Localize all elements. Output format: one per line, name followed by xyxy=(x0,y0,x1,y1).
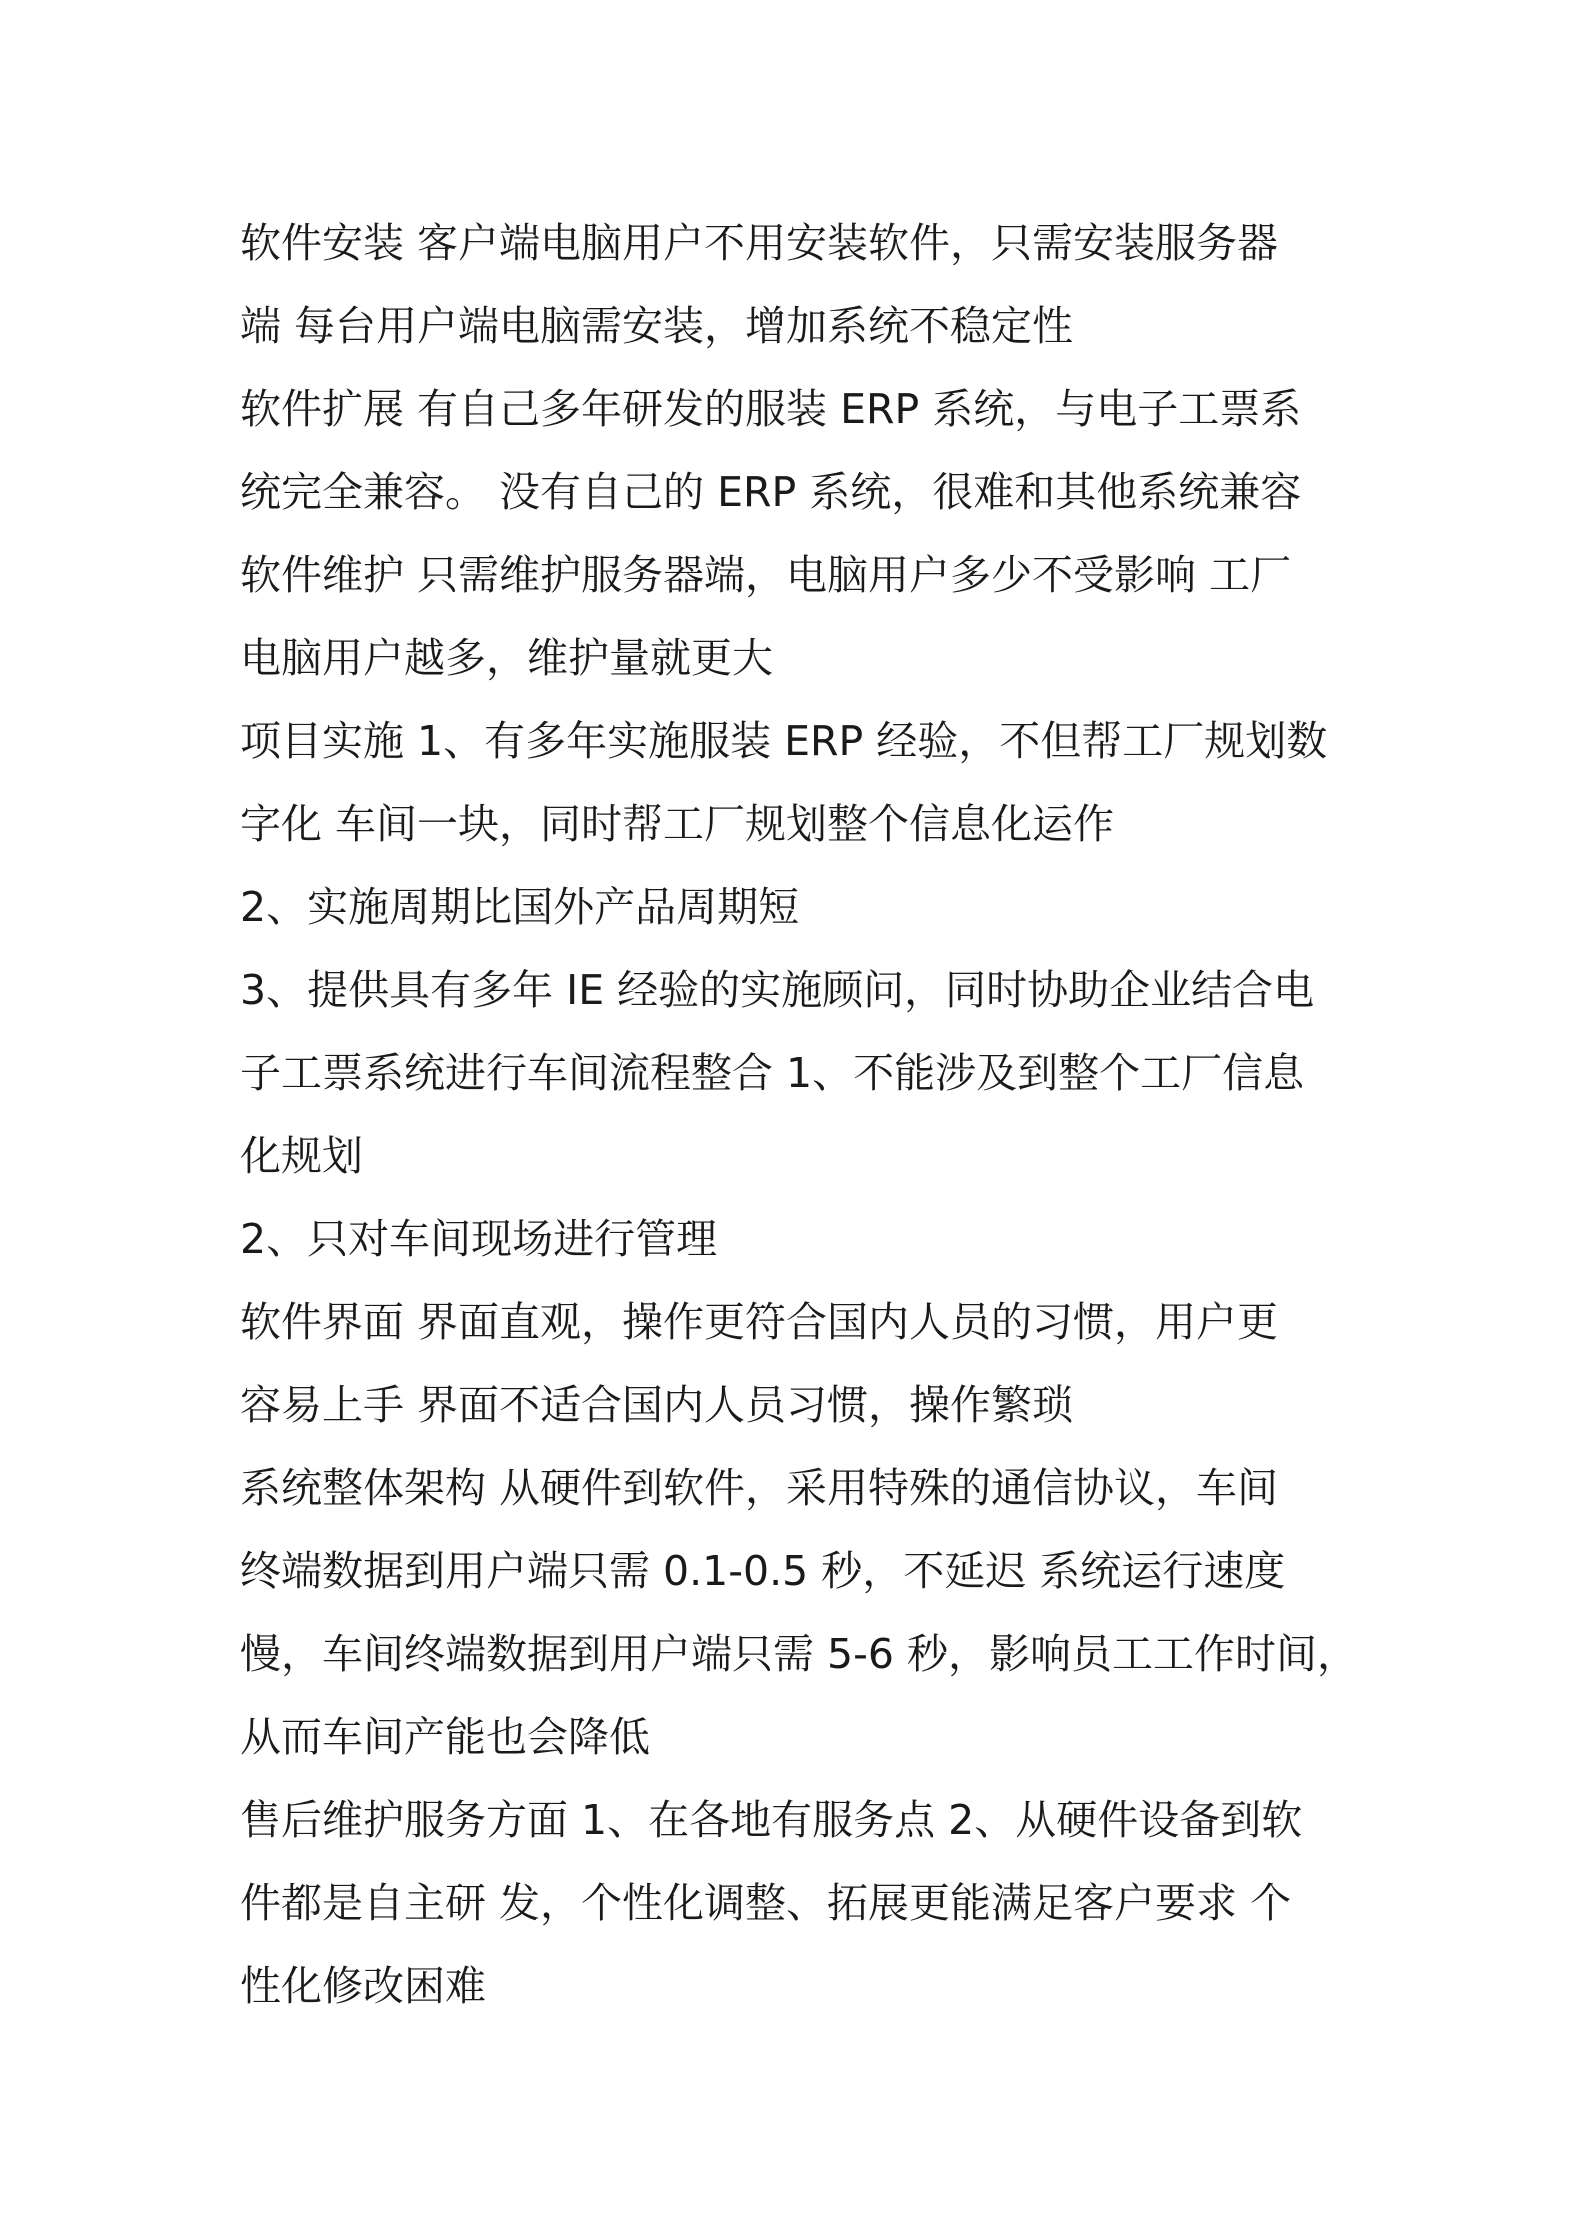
text-line: 从而车间产能也会降低 xyxy=(240,1713,650,1761)
text-line: 端 每台用户端电脑需安装，增加系统不稳定性 xyxy=(240,302,1074,350)
text-line: 容易上手 界面不适合国内人员习惯，操作繁琐 xyxy=(240,1381,1074,1429)
text-line: 电脑用户越多，维护量就更大 xyxy=(240,634,773,682)
text-line: 系统整体架构 从硬件到软件，采用特殊的通信协议，车间 xyxy=(240,1464,1279,1512)
text-line: 软件安装 客户端电脑用户不用安装软件，只需安装服务器 xyxy=(240,219,1279,267)
text-line: 慢，车间终端数据到用户端只需 5-6 秒，影响员工工作时间， xyxy=(240,1630,1359,1678)
text-line: 3、提供具有多年 IE 经验的实施顾问，同时协助企业结合电 xyxy=(240,966,1315,1014)
text-line: 软件维护 只需维护服务器端，电脑用户多少不受影响 工厂 xyxy=(240,551,1292,599)
text-line: 件都是自主研 发，个性化调整、拓展更能满足客户要求 个 xyxy=(240,1879,1292,1927)
text-line: 软件扩展 有自己多年研发的服装 ERP 系统，与电子工票系 xyxy=(240,385,1302,433)
text-line: 统完全兼容。 没有自己的 ERP 系统，很难和其他系统兼容 xyxy=(240,468,1302,516)
text-line: 化规划 xyxy=(240,1132,363,1180)
text-line: 软件界面 界面直观，操作更符合国内人员的习惯，用户更 xyxy=(240,1298,1279,1346)
text-line: 项目实施 1、有多年实施服装 ERP 经验，不但帮工厂规划数 xyxy=(240,717,1328,765)
text-line: 2、只对车间现场进行管理 xyxy=(240,1215,718,1263)
text-line: 终端数据到用户端只需 0.1-0.5 秒，不延迟 系统运行速度 xyxy=(240,1547,1286,1595)
text-line: 售后维护服务方面 1、在各地有服务点 2、从硬件设备到软 xyxy=(240,1796,1303,1844)
text-line: 2、实施周期比国外产品周期短 xyxy=(240,883,800,931)
text-line: 字化 车间一块，同时帮工厂规划整个信息化运作 xyxy=(240,800,1115,848)
text-line: 性化修改困难 xyxy=(240,1962,486,2010)
text-line: 子工票系统进行车间流程整合 1、不能涉及到整个工厂信息 xyxy=(240,1049,1305,1097)
document-body xyxy=(240,202,1370,2028)
